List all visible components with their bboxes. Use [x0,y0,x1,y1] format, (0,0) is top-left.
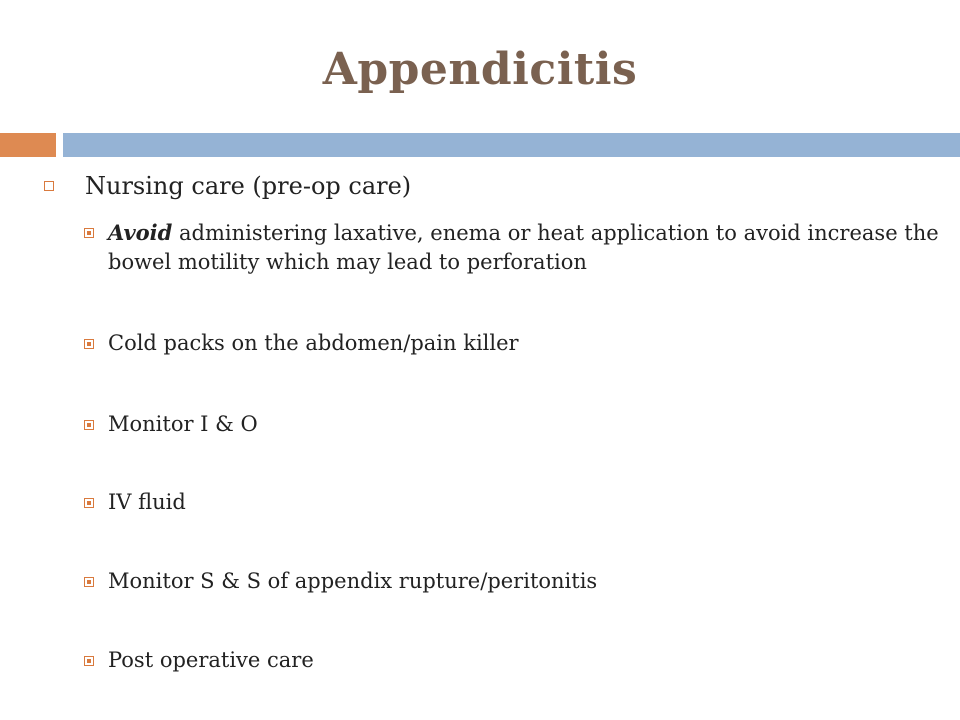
list-item [84,567,944,596]
filled-square-bullet-icon [84,228,94,238]
list-item [84,329,944,358]
list-item-text: Post operative care [108,648,314,672]
list-item-text [108,218,944,277]
list-item-rest-text: administering laxative, enema or heat application to avoid increase the bowel motility which may lead to perforation [108,221,939,274]
list-item-text: Monitor S & S of appendix rupture/peritonitis [108,569,598,593]
list-item [84,410,944,439]
list-item [84,218,944,277]
list-item [84,488,944,517]
filled-square-bullet-icon [84,498,94,508]
list-item-text: Monitor I & O [108,412,258,436]
heading-text: Nursing care (pre-op care) [85,172,412,200]
filled-square-bullet-icon [84,339,94,349]
list-item [84,646,944,675]
divider-bar [63,133,960,157]
filled-square-bullet-icon [84,420,94,430]
list-item-text: IV fluid [108,490,186,514]
emphasis-text: Avoid [108,220,173,245]
filled-square-bullet-icon [84,577,94,587]
heading-item [44,172,411,200]
accent-bar [0,133,56,157]
filled-square-bullet-icon [84,656,94,666]
list-item-text: Cold packs on the abdomen/pain killer [108,331,519,355]
square-bullet-icon [44,181,54,191]
slide-title: Appendicitis [322,44,638,95]
